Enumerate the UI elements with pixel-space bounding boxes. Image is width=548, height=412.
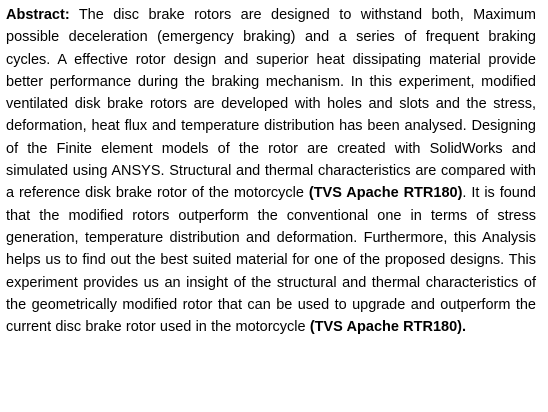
abstract-text-part-1: The disc brake rotors are designed to withstand both, Maximum possible deceleration (emergency braking) and a series of frequent braking cycles. A effective rotor design and superior heat dissipating material provide better performance during the braking mechanism. In this experiment, modified ventilated disk brake rotors are developed with holes and slots and the stress, deformation, heat flux and temperature distribution has been analysed. Designing of the Finite element models of the rotor are created with SolidWorks and simulated using ANSYS. Structural and thermal characteristics are compared with a reference disk brake rotor of the motorcycle — [6, 7, 536, 202]
abstract-paragraph — [6, 4, 536, 338]
motorcycle-model-name-2: (TVS Apache RTR180) — [309, 319, 462, 336]
motorcycle-model-name: (TVS Apache RTR180) — [308, 185, 463, 202]
abstract-label: Abstract: — [6, 7, 70, 23]
abstract-text-part-2: . It is found that the modified rotors outperform the conventional one in terms of stress generation, temperature distribution and deformation. Furthermore, this Analysis helps us to find out the best suited material for one of the proposed designs. This experiment provides us an insight of the structural and thermal characteristics of the geometrically modified rotor that can be used to upgrade and outperform the current disc brake rotor used in the motorcycle — [6, 185, 536, 336]
closing-period: . — [461, 319, 467, 336]
